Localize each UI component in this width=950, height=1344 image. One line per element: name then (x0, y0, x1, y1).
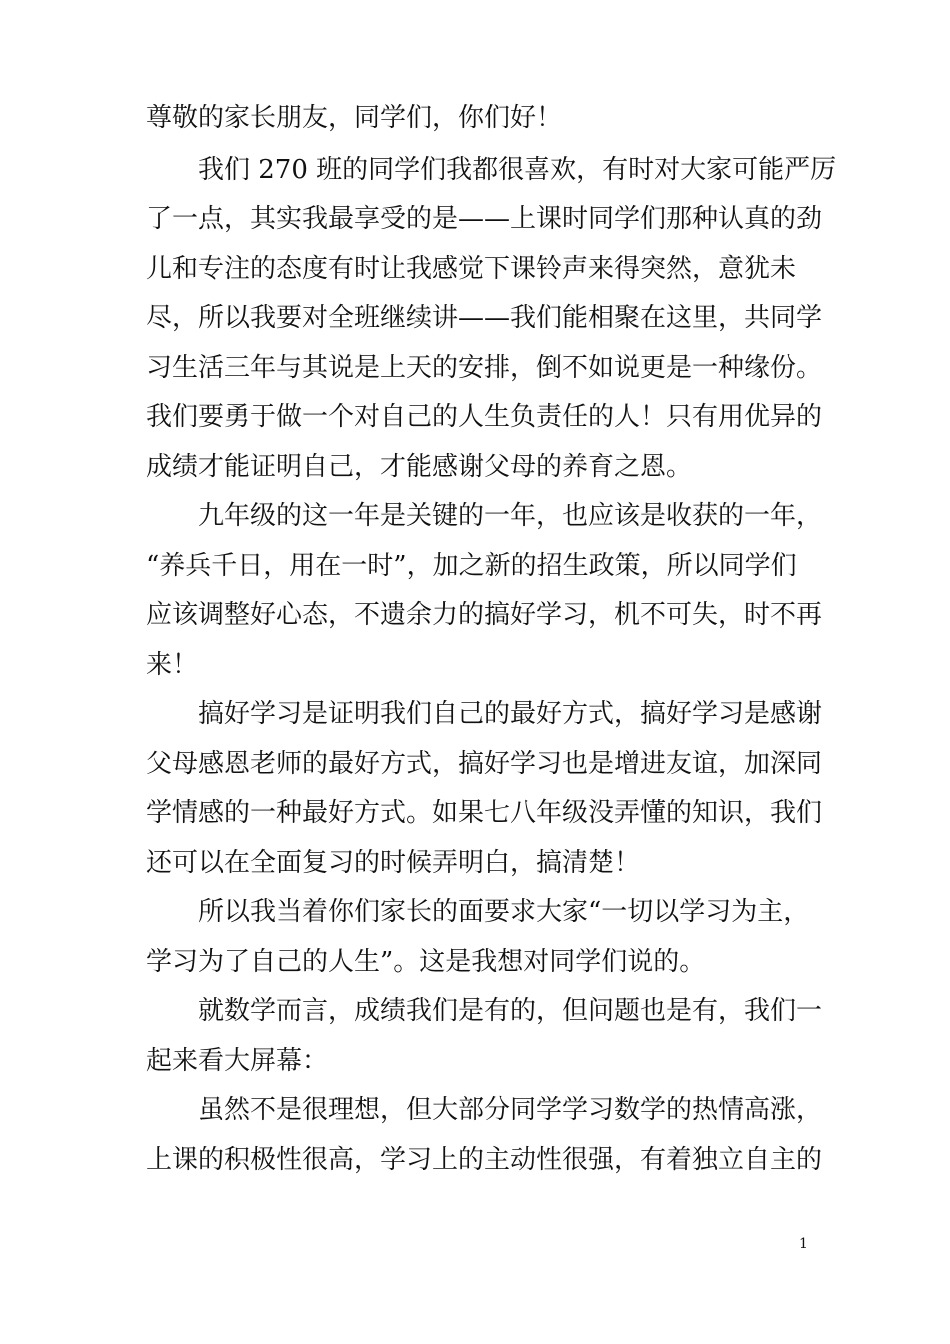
text-line: 来！ (146, 650, 199, 680)
text-line: 所以我当着你们家长的面要求大家“一切以学习为主， (198, 897, 810, 927)
text-line: “养兵千日，用在一时”，加之新的招生政策，所以同学们 (146, 551, 797, 581)
page-number: 1 (799, 1236, 808, 1252)
text-line: 搞好学习是证明我们自己的最好方式，搞好学习是感谢 (198, 699, 823, 729)
text-line: 学情感的一种最好方式。如果七八年级没弄懂的知识，我们 (146, 798, 823, 828)
text-line: 我们要勇于做一个对自己的人生负责任的人！只有用优异的 (146, 402, 823, 432)
text-line: 父母感恩老师的最好方式，搞好学习也是增进友谊，加深同 (146, 749, 823, 779)
text-line: 尊敬的家长朋友，同学们，你们好！ (146, 103, 563, 133)
text-line: 虽然不是很理想，但大部分同学学习数学的热情高涨， (198, 1095, 823, 1125)
text-line: 就数学而言，成绩我们是有的，但问题也是有，我们一 (198, 996, 823, 1026)
text-line: 九年级的这一年是关键的一年，也应该是收获的一年， (198, 501, 823, 531)
text-line: 尽，所以我要对全班继续讲——我们能相聚在这里，共同学 (146, 303, 823, 333)
text-line: 应该调整好心态，不遗余力的搞好学习，机不可失，时不再 (146, 600, 823, 630)
text-line: 上课的积极性很高，学习上的主动性很强，有着独立自主的 (146, 1145, 823, 1175)
text-line: 了一点，其实我最享受的是——上课时同学们那种认真的劲 (146, 204, 823, 234)
text-line: 习生活三年与其说是上天的安排，倒不如说更是一种缘份。 (146, 353, 823, 383)
text-line: 儿和专注的态度有时让我感觉下课铃声来得突然，意犹未 (146, 254, 797, 284)
text-line: 还可以在全面复习的时候弄明白，搞清楚！ (146, 848, 641, 878)
text-line: 起来看大屏幕： (146, 1046, 329, 1076)
text-line: 成绩才能证明自己，才能感谢父母的养育之恩。 (146, 452, 693, 482)
text-line: 学习为了自己的人生”。这是我想对同学们说的。 (146, 947, 706, 977)
text-line: 我们 270 班的同学们我都很喜欢，有时对大家可能严厉 (198, 155, 837, 185)
